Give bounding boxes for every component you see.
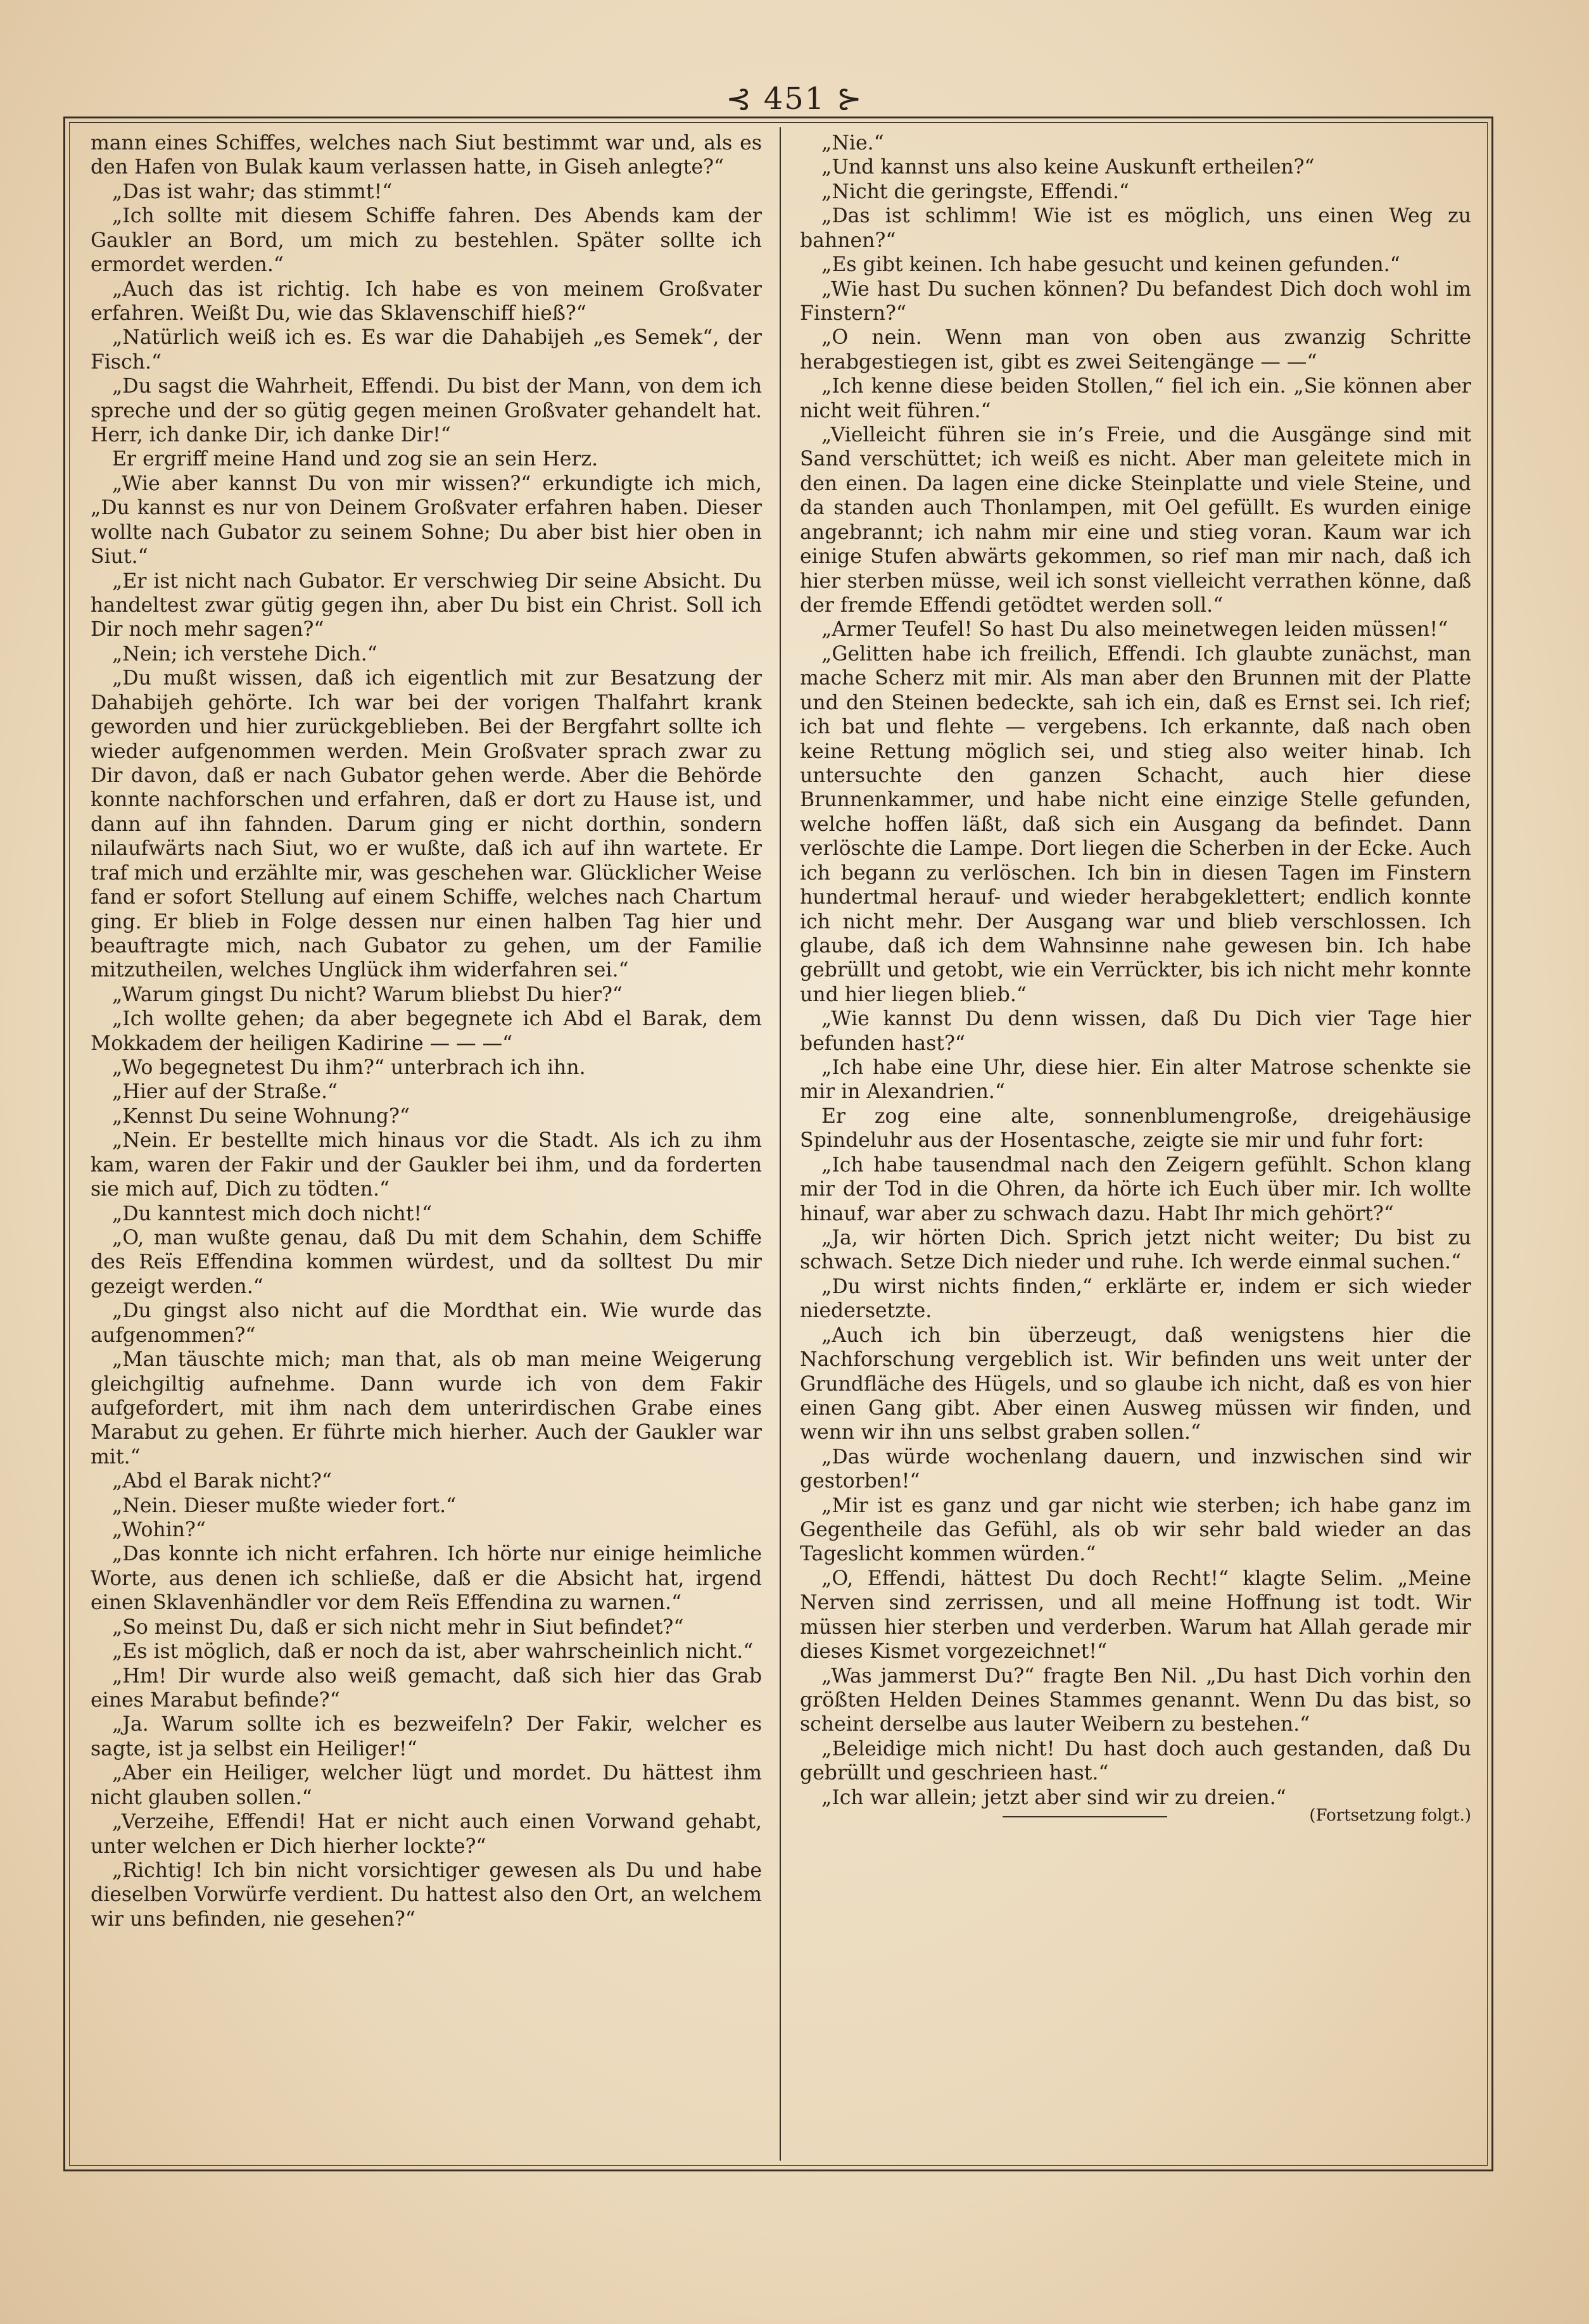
continued-note: (Fortsetzung folgt.) (1309, 1806, 1471, 1826)
paragraph: „Das ist wahr; das stimmt!“ (112, 180, 393, 203)
paragraph: „Und kannst uns also keine Auskunft ertheilen?“ (821, 156, 1315, 179)
paragraph: „Wie kannst Du denn wissen, daß Du Dich vier Tage hier befunden hast?“ (800, 1007, 1471, 1055)
paragraph: „Das würde wochenlang dauern, und inzwischen sind wir gestorben!“ (800, 1445, 1471, 1493)
paragraph: „Wie hast Du suchen können? Du befandest Dich doch wohl im Finstern?“ (800, 277, 1471, 325)
paragraph: Er ergriff meine Hand und zog sie an sein Herz. (112, 448, 598, 471)
paragraph: „Mir ist es ganz und gar nicht wie sterben; ich habe ganz im Gegentheile das Gefühl, als ob wir sehr bald wieder an das Tageslicht kommen würden.“ (800, 1494, 1471, 1566)
paragraph: „Du kanntest mich doch nicht!“ (112, 1202, 433, 1225)
page-number: 451 (763, 81, 826, 117)
paragraph: „Wo begegnetest Du ihm?“ unterbrach ich ihn. (112, 1056, 586, 1080)
end-rule (1003, 1816, 1167, 1817)
paragraph: „Nein. Dieser mußte wieder fort.“ (112, 1494, 457, 1517)
paragraph: „Vielleicht führen sie in’s Freie, und die Ausgänge sind mit Sand verschüttet; ich weiß es nicht. Aber man geleitete mich in den einen. Da lagen eine dicke Steinplatte und viele Steine, und da standen auch Thonlampen, mit Oel gefüllt. Es wurden einige angebrannt; ich nahm mir eine und stieg voran. Kaum war ich einige Stufen abwärts gekommen, so rief man mir nach, daß ich hier sterben müsse, weil ich sonst vielleicht verrathen könne, daß der fremde Effendi getödtet werden soll.“ (800, 424, 1471, 617)
paragraph: „Armer Teufel! So hast Du also meinetwegen leiden müssen!“ (821, 618, 1448, 641)
paragraph: „Ich kenne diese beiden Stollen,“ fiel ich ein. „Sie können aber nicht weit führen.“ (800, 375, 1471, 422)
paragraph: „Du wirst nichts finden,“ erklärte er, indem er sich wieder niedersetzte. (800, 1275, 1471, 1323)
paragraph: „Es gibt keinen. Ich habe gesucht und keinen gefunden.“ (821, 253, 1400, 277)
text-frame (63, 117, 1493, 2171)
paragraph: „Es ist möglich, daß er noch da ist, aber wahrscheinlich nicht.“ (112, 1640, 754, 1664)
paragraph: „Beleidige mich nicht! Du hast doch auch gestanden, daß Du gebrüllt und geschrieen hast.“ (800, 1737, 1471, 1785)
paragraph: „Du gingst also nicht auf die Mordthat ein. Wie wurde das aufgenommen?“ (91, 1299, 762, 1347)
column-divider (780, 127, 781, 2161)
paragraph: „Du sagst die Wahrheit, Effendi. Du bist der Mann, von dem ich spreche und der so gütig gegen meinen Großvater gehandelt hat. Herr, ich danke Dir, ich danke Dir!“ (91, 375, 762, 447)
paragraph: „Ich wollte gehen; da aber begegnete ich Abd el Barak, dem Mokkadem der heiligen Kadirine — — —“ (91, 1007, 762, 1055)
paragraph: „Was jammerst Du?“ fragte Ben Nil. „Du hast Dich vorhin den größten Helden Deines Stammes genannt. Wenn Du das bist, so scheint derselbe aus lauter Weibern zu bestehen.“ (800, 1664, 1471, 1736)
paragraph: „O, man wußte genau, daß Du mit dem Schahin, dem Schiffe des Reïs Effendina kommen würdest, und da solltest Du mir gezeigt werden.“ (91, 1226, 762, 1298)
paragraph: „O nein. Wenn man von oben aus zwanzig Schritte herabgestiegen ist, gibt es zwei Seitengänge — —“ (800, 326, 1471, 374)
paragraph: „Ja, wir hörten Dich. Sprich jetzt nicht weiter; Du bist zu schwach. Setze Dich nieder und ruhe. Ich werde einmal suchen.“ (800, 1226, 1471, 1274)
page-header (0, 81, 1589, 117)
paragraph: „O, Effendi, hättest Du doch Recht!“ klagte Selim. „Meine Nerven sind zerrissen, und all meine Hoffnung ist todt. Wir müssen hier sterben und verderben. Warum hat Allah gerade mir dieses Kismet vorgezeichnet!“ (800, 1567, 1471, 1664)
paragraph: „Auch ich bin überzeugt, daß wenigstens hier die Nachforschung vergeblich ist. Wir befinden uns weit unter der Grundfläche des Hügels, und so glaube ich nicht, daß es von hier einen Gang gibt. Aber einen Ausweg müssen wir finden, und wenn wir ihn uns selbst graben sollen.“ (800, 1323, 1471, 1444)
paragraph: „Richtig! Ich bin nicht vorsichtiger gewesen als Du und habe dieselben Vorwürfe verdient. Du hattest also den Ort, an welchem wir uns befinden, nie gesehen?“ (91, 1859, 762, 1931)
paragraph: „Nein; ich verstehe Dich.“ (112, 642, 377, 666)
paragraph: „Ja. Warum sollte ich es bezweifeln? Der Fakir, welcher es sagte, ist ja selbst ein Heiliger!“ (91, 1713, 762, 1760)
paragraph: „Warum gingst Du nicht? Warum bliebst Du hier?“ (112, 983, 623, 1006)
paragraph: „Ich habe tausendmal nach den Zeigern gefühlt. Schon klang mir der Tod in die Ohren, da hörte ich Euch über mir. Ich wollte hinauf, war aber zu schwach dazu. Habt Ihr mich gehört?“ (800, 1153, 1471, 1225)
left-ornament: ⊰ (726, 81, 753, 117)
paragraph: „Hier auf der Straße.“ (112, 1080, 338, 1104)
paragraph: „Auch das ist richtig. Ich habe es von meinem Großvater erfahren. Weißt Du, wie das Sklavenschiff hieß?“ (91, 277, 762, 325)
paragraph: „Nicht die geringste, Effendi.“ (821, 180, 1129, 203)
paragraph: Er zog eine alte, sonnenblumengroße, dreigehäusige Spindeluhr aus der Hosentasche, zeigte sie mir und fuhr fort: (800, 1104, 1471, 1153)
paragraph: „Wie aber kannst Du von mir wissen?“ erkundigte ich mich, „Du kannst es nur von Deinem Großvater erfahren haben. Dieser wollte nach Gubator zu seinem Sohne; Du aber bist hier oben in Siut.“ (91, 472, 762, 569)
paragraph: „Hm! Dir wurde also weiß gemacht, daß sich hier das Grab eines Marabut befinde?“ (91, 1664, 762, 1712)
paragraph: „Ich sollte mit diesem Schiffe fahren. Des Abends kam der Gaukler an Bord, um mich zu bestehlen. Später sollte ich ermordet werden.“ (91, 205, 762, 277)
paragraph: „Gelitten habe ich freilich, Effendi. Ich glaubte zunächst, man mache Scherz mit mir. Als man aber den Brunnen mit der Platte und den Steinen bedeckte, sah ich ein, daß es Ernst sei. Ich rief; ich bat und flehte — vergebens. Ich erkannte, daß nach oben keine Rettung möglich sei, und stieg also weiter hinab. Ich untersuchte den ganzen Schacht, auch hier diese Brunnenkammer, und habe nicht eine einzige Stelle gefunden, welche hoffen läßt, daß sich ein Ausgang da befindet. Dann verlöschte die Lampe. Dort liegen die Scherben in der Ecke. Auch ich begann zu verlöschen. Ich bin in diesen Tagen im Finstern hundertmal herauf- und wieder herabgeklettert; endlich konnte ich nicht mehr. Der Ausgang war und blieb verschlossen. Ich glaube, daß ich dem Wahnsinne nahe gewesen bin. Ich habe gebrüllt und getobt, wie ein Verrückter, bis ich nicht mehr konnte und hier liegen blieb.“ (800, 642, 1471, 1006)
left-column (91, 131, 762, 2157)
paragraph: „Nie.“ (821, 132, 884, 155)
paragraph: „Verzeihe, Effendi! Hat er nicht auch einen Vorwand gehabt, unter welchen er Dich hierher lockte?“ (91, 1810, 762, 1858)
paragraph: „Er ist nicht nach Gubator. Er verschwieg Dir seine Absicht. Du handeltest zwar gütig gegen ihn, aber Du bist ein Christ. Soll ich Dir noch mehr sagen?“ (91, 569, 762, 641)
paragraph: „Natürlich weiß ich es. Es war die Dahabijeh „es Semek“, der Fisch.“ (91, 326, 762, 374)
paragraph: „Das konnte ich nicht erfahren. Ich hörte nur einige heimliche Worte, aus denen ich schließe, daß er die Absicht hat, irgend einen Sklavenhändler vor dem Reïs Effendina zu warnen.“ (91, 1543, 762, 1615)
paragraph: „Du mußt wissen, daß ich eigentlich mit zur Besatzung der Dahabijeh gehörte. Ich war bei der vorigen Thalfahrt krank geworden und hier zurückgeblieben. Bei der Bergfahrt sollte ich wieder aufgenommen werden. Mein Großvater sprach zwar zu Dir davon, daß er nach Gubator gehen werde. Aber die Behörde konnte nachforschen und erfahren, daß er dort zu Hause ist, und dann auf ihn fahnden. Darum ging er nicht dorthin, sondern nilaufwärts nach Siut, wo er wußte, daß ich auf ihn wartete. Er traf mich und erzählte mir, was geschehen war. Glücklicher Weise fand er sofort Stellung auf einem Schiffe, welches nach Chartum ging. Er blieb in Folge dessen nur einen halben Tag hier und beauftragte mich, nach Gubator zu gehen, um der Familie mitzutheilen, welches Unglück ihm widerfahren sei.“ (91, 667, 762, 982)
paragraph: „Ich habe eine Uhr, diese hier. Ein alter Matrose schenkte sie mir in Alexandrien.“ (800, 1056, 1471, 1104)
paragraph: mann eines Schiffes, welches nach Siut bestimmt war und, als es den Hafen von Bulak kaum verlassen hatte, in Giseh anlegte?“ (91, 132, 762, 179)
paragraph: „Abd el Barak nicht?“ (112, 1470, 332, 1493)
paragraph: „Nein. Er bestellte mich hinaus vor die Stadt. Als ich zu ihm kam, waren der Fakir und der Gaukler bei ihm, und da forderten sie mich auf, Dich zu tödten.“ (91, 1129, 762, 1201)
paragraph: „Man täuschte mich; man that, als ob man meine Weigerung gleichgiltig aufnehme. Dann wurde ich von dem Fakir aufgefordert, mit ihm nach dem unterirdischen Grabe eines Marabut zu gehen. Er führte mich hierher. Auch der Gaukler war mit.“ (91, 1348, 762, 1468)
paragraph: „Das ist schlimm! Wie ist es möglich, uns einen Weg zu bahnen?“ (800, 205, 1471, 252)
paragraph: „Ich war allein; jetzt aber sind wir zu dreien.“ (821, 1786, 1286, 1809)
right-column (800, 131, 1471, 2157)
paragraph: „Wohin?“ (112, 1519, 206, 1542)
right-ornament: ⊱ (836, 81, 863, 117)
paragraph: „So meinst Du, daß er sich nicht mehr in Siut befindet?“ (112, 1615, 684, 1639)
paragraph: „Aber ein Heiliger, welcher lügt und mordet. Du hättest ihm nicht glauben sollen.“ (91, 1762, 762, 1809)
paragraph: „Kennst Du seine Wohnung?“ (112, 1104, 410, 1128)
